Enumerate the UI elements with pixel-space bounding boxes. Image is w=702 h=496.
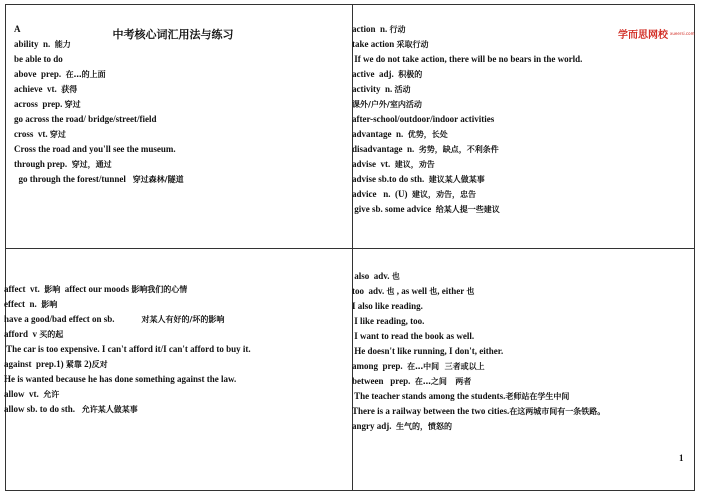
chinese-text: 紧靠 [65,360,82,369]
logo-sub-text: xueersi.com [670,31,695,36]
page-title: 中考核心词汇用法与练习 [112,28,234,41]
chinese-text: 建议某人做某事 [428,175,485,184]
chinese-text: 允许某人做某事 [81,405,138,414]
english-text: against prep.1) [4,359,66,369]
chinese-text: 建议，劝告，忠告 [412,190,476,199]
english-text: above prep. [14,69,66,79]
vocab-line [14,52,344,67]
vocab-line [352,142,688,157]
vocab-line [352,374,688,389]
english-text: I like reading, too. [352,316,425,326]
chinese-text: 生气的，愤怒的 [396,422,453,431]
chinese-text: 也 [466,287,475,296]
vocab-line [4,342,342,357]
english-text: allow sb. to do sth. [4,404,82,414]
chinese-text: 优势，长处 [407,130,448,139]
english-text: He is wanted because he has done something against the law. [4,374,237,384]
page-number: 1 [679,453,684,463]
english-text: There is a railway between the two cities. [352,406,510,416]
english-text: I want to read the book as well. [352,331,475,341]
english-text: , either [437,286,467,296]
chinese-text: 允许 [43,390,60,399]
vocab-line [352,202,688,217]
vocab-line [4,282,342,297]
english-text: action n. [352,24,390,34]
vocab-line [352,157,688,172]
vocab-line [14,82,344,97]
vocab-line [352,37,688,52]
vocab-line [352,97,688,112]
chinese-text: 也 [386,287,395,296]
english-text: ability n. [14,39,55,49]
vocab-line [4,312,342,327]
chinese-text: 老师站在学生中间 [505,392,570,401]
vocab-line [352,67,688,82]
chinese-text: 穿过，通过 [71,160,112,169]
vocab-line [352,344,688,359]
english-text: cross vt. [14,129,50,139]
english-text: activity n. [352,84,395,94]
english-text: He doesn't like running, I don't, either. [352,346,504,356]
english-text: give sb. some advice [352,204,436,214]
chinese-text: 能力 [54,40,71,49]
vocab-line [352,127,688,142]
vocab-line [352,284,688,299]
vocab-line [14,172,344,187]
vocab-line [352,299,688,314]
vocab-line [352,389,688,404]
vocab-line [352,22,688,37]
panel-bottom-right [352,269,688,434]
chinese-text: 影响 [44,285,61,294]
vocab-line [352,419,688,434]
chinese-text: 穿过 [49,130,66,139]
english-text: go across the road/ bridge/street/field [14,114,157,124]
chinese-text: 穿过森林/隧道 [132,175,184,184]
english-text: The teacher stands among the students. [352,391,506,401]
vocab-line [14,142,344,157]
chinese-text: 在…中间 三者或以上 [407,362,485,371]
chinese-text: 给某人提一些建议 [435,205,500,214]
chinese-text: 影响 [41,300,58,309]
vocab-line [4,297,342,312]
panel-bottom-left [4,282,342,417]
english-text: 2) [81,359,92,369]
english-text: take action [352,39,397,49]
english-text: through prep. [14,159,72,169]
chinese-text: 影响我们的心情 [131,285,188,294]
chinese-text: 课外/户外/室内活动 [352,100,422,109]
vocab-line [14,127,344,142]
english-text: Cross the road and you'll see the museum. [14,144,176,154]
english-text: advise sb.to do sth. [352,174,429,184]
english-text: among prep. [352,361,408,371]
english-text: disadvantage n. [352,144,419,154]
english-text: allow vt. [4,389,44,399]
chinese-text: 获得 [61,85,78,94]
english-text: The car is too expensive. I can't afford it/I can't afford to buy it. [4,344,251,354]
chinese-text: 在…之间 两者 [414,377,472,386]
panel-top-right [352,22,688,217]
english-text: effect n. [4,299,42,309]
english-text: A [14,24,21,34]
chinese-text: 积极的 [398,70,423,79]
vocab-line [352,269,688,284]
vocab-line [352,112,688,127]
horizontal-divider [6,248,694,249]
english-text: , as well [394,286,430,296]
vocab-line [14,157,344,172]
vocab-line [14,67,344,82]
chinese-text: 采取行动 [396,40,429,49]
chinese-text: 反对 [91,360,108,369]
vocab-line [14,22,344,37]
vocab-line [4,357,342,372]
chinese-text: 行动 [389,25,406,34]
chinese-text: 劣势，缺点，不利条件 [418,145,499,154]
english-text: afford v [4,329,40,339]
vocab-line [352,172,688,187]
vocab-line [352,187,688,202]
vocab-line [14,112,344,127]
english-text: If we do not take action, there will be no bears in the world. [352,54,583,64]
english-text: go through the forest/tunnel [14,174,133,184]
english-text: angry adj. [352,421,397,431]
english-text: advice n. (U) [352,189,412,199]
chinese-text: 也 [391,272,400,281]
vocab-line [4,327,342,342]
chinese-text: 对某人有好的/坏的影响 [141,315,225,324]
vocab-line [352,404,688,419]
english-text: active adj. [352,69,399,79]
vocab-line [14,37,344,52]
chinese-text: 活动 [394,85,411,94]
english-text: affect our moods [60,284,132,294]
english-text: be able to do [14,54,63,64]
english-text: between prep. [352,376,415,386]
vocab-line [352,82,688,97]
chinese-text: 在这两城市间有一条铁路。 [509,407,606,416]
english-text: advantage n. [352,129,408,139]
english-text: achieve vt. [14,84,62,94]
chinese-text: 在…的上面 [65,70,106,79]
logo-main-text: 学而思网校 [618,30,668,41]
vocab-line [352,314,688,329]
chinese-text: 也 [429,287,438,296]
panel-top-left [14,22,344,187]
english-text: too adv. [352,286,387,296]
vocab-line [4,387,342,402]
vocab-line [4,372,342,387]
vocab-line [352,52,688,67]
english-text: I also like reading. [352,301,423,311]
vocab-line [352,359,688,374]
english-text: have a good/bad effect on sb. [4,314,142,324]
chinese-text: 建议，劝告 [394,160,435,169]
vocab-line [352,329,688,344]
vocab-line [14,97,344,112]
english-text: across prep. [14,99,65,109]
chinese-text: 穿过 [64,100,81,109]
vocab-line [4,402,342,417]
english-text: after-school/outdoor/indoor activities [352,114,495,124]
english-text: advise vt. [352,159,395,169]
english-text: also adv. [352,271,392,281]
english-text: affect vt. [4,284,45,294]
chinese-text: 买的起 [39,330,64,339]
